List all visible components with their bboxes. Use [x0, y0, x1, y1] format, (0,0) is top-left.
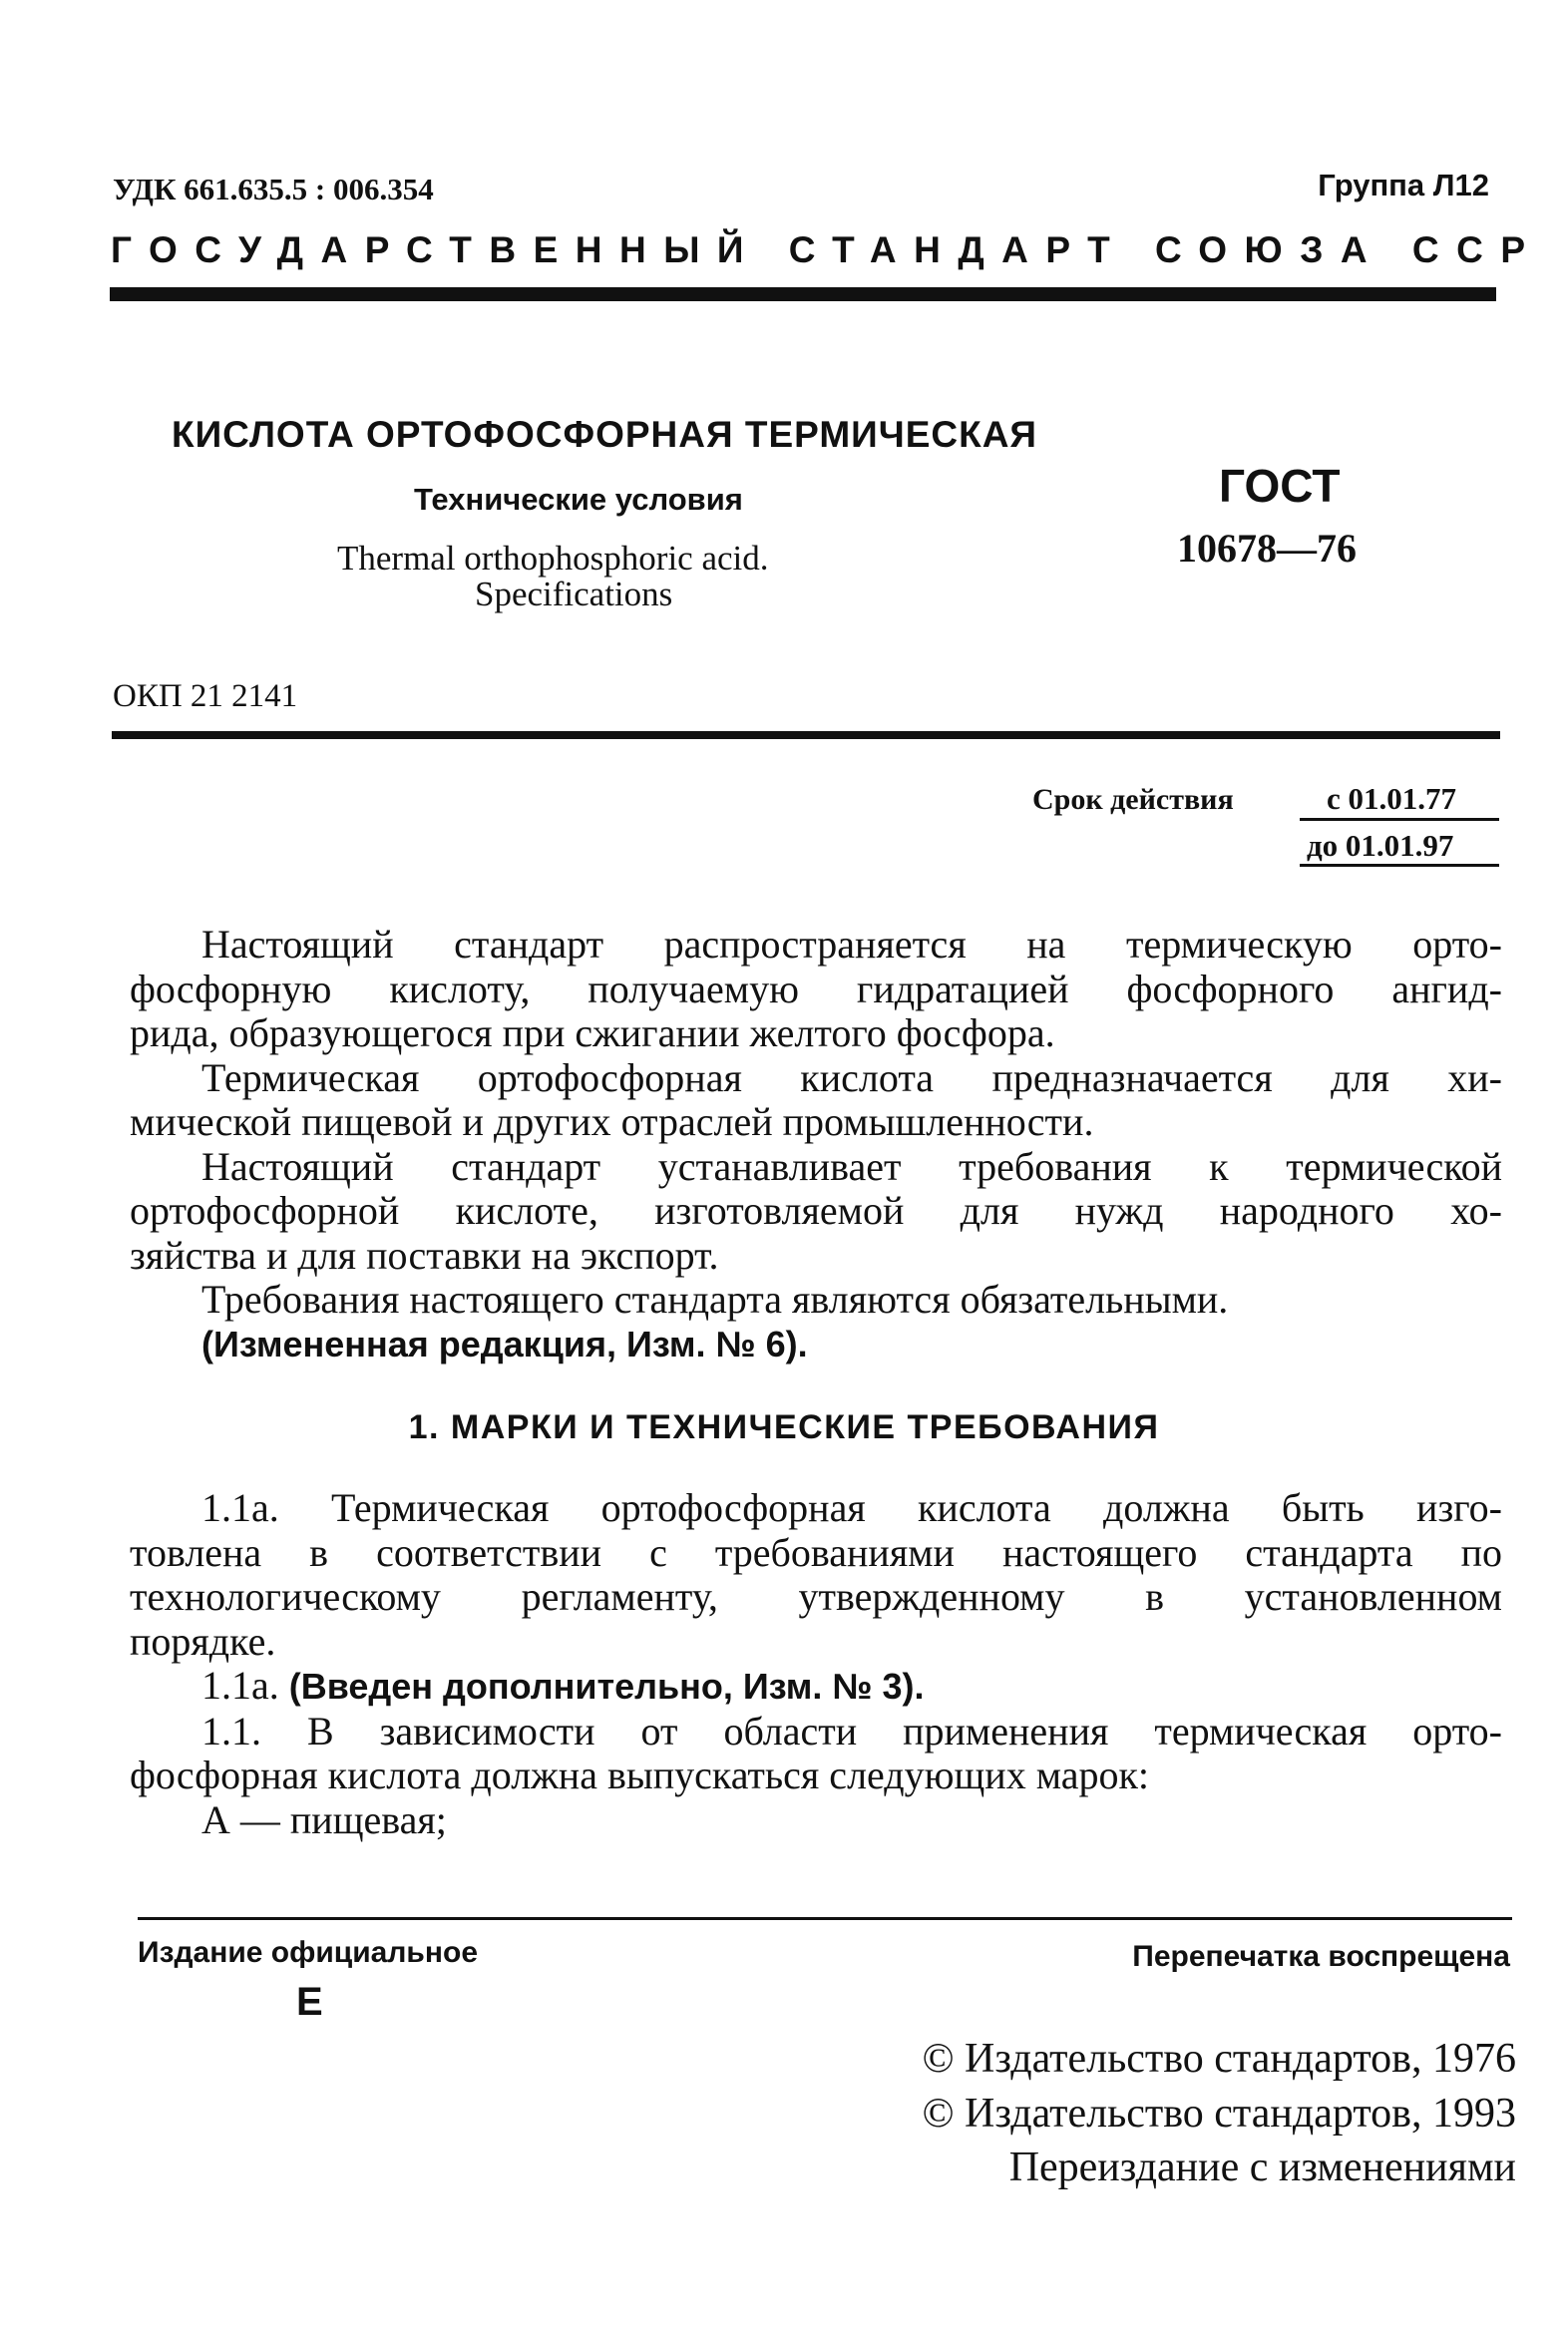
section-heading: 1. МАРКИ И ТЕХНИЧЕСКИЕ ТРЕБОВАНИЯ	[408, 1408, 1160, 1446]
text-line: фосфорная кислота должна выпускаться следующих марок:	[130, 1753, 1150, 1797]
text-line: Требования настоящего стандарта являются обязательными.	[201, 1277, 1229, 1322]
okp-code: ОКП 21 2141	[113, 678, 298, 714]
gost-label: ГОСТ	[1219, 460, 1341, 512]
english-title-line1: Thermal orthophosphoric acid.	[337, 539, 769, 578]
state-standard-heading: ГОСУДАРСТВЕННЫЙ СТАНДАРТ СОЮЗА ССР	[111, 229, 1543, 270]
text-line: мической пищевой и других отраслей промышленности.	[130, 1099, 1094, 1144]
copyright-1993: © Издательство стандартов, 1993	[922, 2091, 1516, 2137]
header-rule	[110, 287, 1496, 301]
document-title: КИСЛОТА ОРТОФОСФОРНАЯ ТЕРМИЧЕСКАЯ	[172, 414, 1038, 455]
edition-mark: Е	[296, 1980, 323, 2024]
text-line: технологическому регламенту, утвержденному в установленном	[130, 1574, 1502, 1619]
text-line: 1.1. В зависимости от области применения термическая орто-	[201, 1708, 1502, 1754]
gost-number: 10678—76	[1177, 526, 1357, 571]
clause-number: 1.1а.	[201, 1663, 279, 1708]
text-line: Термическая ортофосфорная кислота предназначается для хи-	[201, 1054, 1502, 1100]
copyright-1976: © Издательство стандартов, 1976	[922, 2036, 1516, 2082]
text-line: порядке.	[130, 1618, 276, 1664]
text-line: фосфорную кислоту, получаемую гидратацией фосфорного ангид-	[130, 966, 1502, 1011]
document-subtitle: Технические условия	[414, 482, 743, 517]
intro-paragraphs	[130, 923, 1502, 1366]
text-line: зяйства и для поставки на экспорт.	[130, 1232, 719, 1278]
text-line: товлена в соответствии с требованиями настоящего стандарта по	[130, 1529, 1502, 1575]
validity-to-underline	[1300, 864, 1499, 867]
text-line: А — пищевая;	[201, 1796, 447, 1842]
amendment-line	[130, 1664, 1502, 1710]
english-title-line2: Specifications	[475, 575, 673, 613]
validity-from-underline	[1300, 818, 1499, 821]
amendment-note: (Введен дополнительно, Изм. № 3).	[288, 1666, 925, 1707]
amendment-note: (Измененная редакция, Изм. № 6).	[201, 1323, 808, 1365]
text-line: 1.1а. Термическая ортофосфорная кислота должна быть изго-	[201, 1485, 1502, 1530]
section1-paragraphs	[130, 1486, 1502, 1842]
text-line: Настоящий стандарт устанавливает требования к термической	[201, 1143, 1502, 1189]
validity-to: до 01.01.97	[1307, 828, 1454, 863]
title-rule	[112, 731, 1500, 739]
validity-from: с 01.01.77	[1327, 781, 1457, 816]
reprint-note: Перепечатка воспрещена	[1132, 1940, 1510, 1973]
edition-note: Издание официальное	[138, 1936, 479, 1969]
text-line: Настоящий стандарт распространяется на термическую орто-	[201, 922, 1502, 967]
validity-label: Срок действия	[1032, 783, 1234, 816]
footer-rule	[138, 1917, 1512, 1920]
text-line: рида, образующегося при сжигании желтого фосфора.	[130, 1010, 1055, 1055]
text-line: ортофосфорной кислоте, изготовляемой для нужд народного хо-	[130, 1188, 1502, 1233]
group-code: Группа Л12	[1318, 168, 1489, 202]
udk-code: УДК 661.635.5 : 006.354	[113, 172, 434, 206]
reissue-note: Переиздание с изменениями	[1008, 2145, 1516, 2190]
